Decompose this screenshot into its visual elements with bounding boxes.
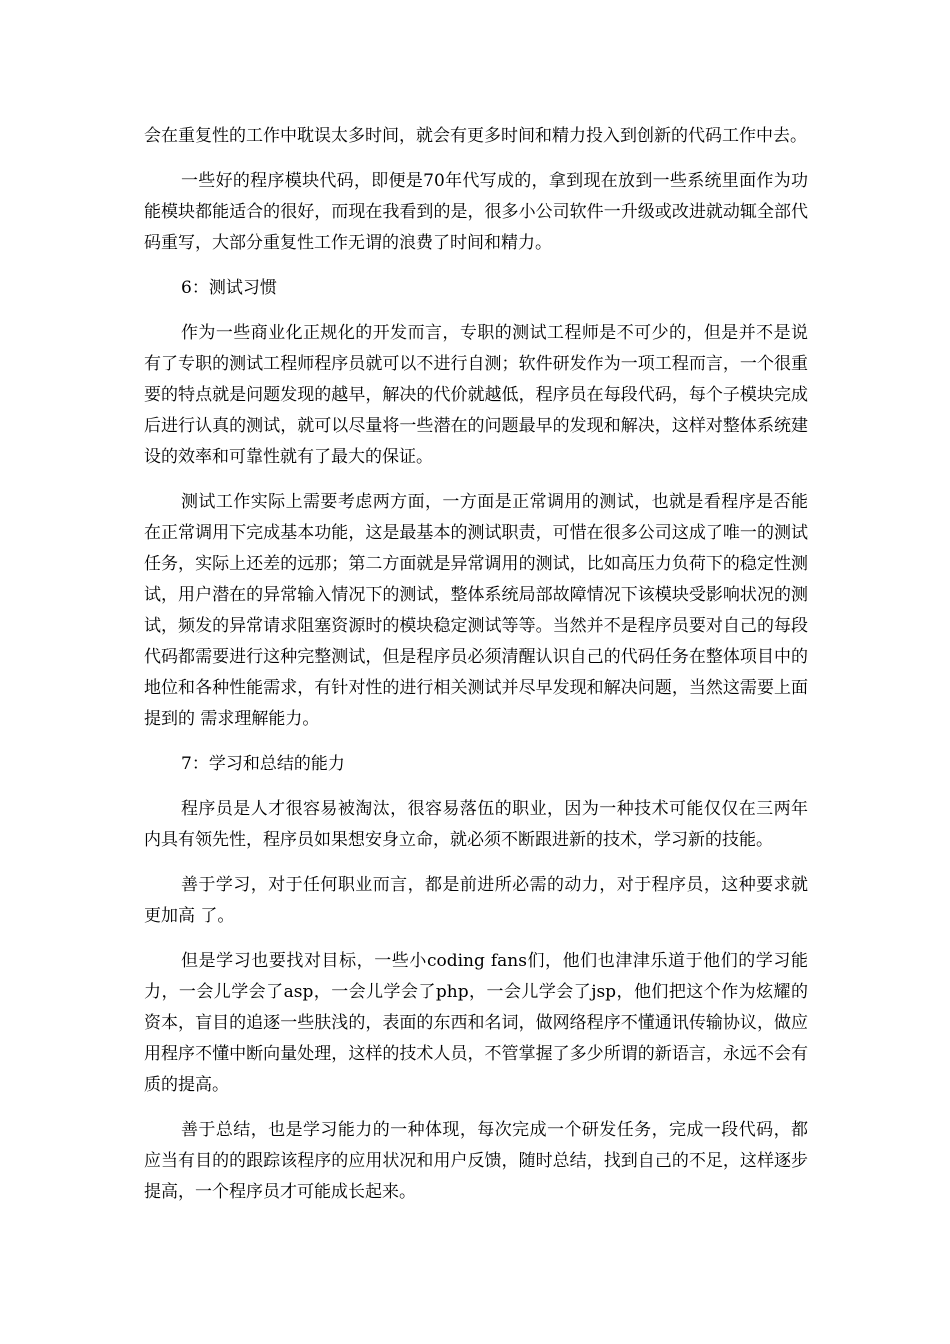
section-heading-learning: 7：学习和总结的能力 (181, 754, 345, 774)
paragraph-code-reuse: 一些好的程序模块代码，即便是70年代写成的，拿到现在放到一些系统里面作为功能模块都能适合的很好，而现在我看到的是，很多小公司软件一升级或改进就动辄全部代码重写，大部分重复性工作无谓的浪费了时间和精力。 (144, 171, 808, 253)
paragraph-learning-targets: 但是学习也要找对目标，一些小coding fans们，他们也津津乐道于他们的学习能力，一会儿学会了asp，一会儿学会了php，一会儿学会了jsp，他们把这个作为炫耀的资本，盲目的追逐一些肤浅的，表面的东西和名词，做网络程序不懂通讯传输协议，做应用程序不懂中断向量处理，这样的技术人员，不管掌握了多少所谓的新语言，永远不会有质的提高。 (144, 951, 808, 1095)
document-page (144, 121, 808, 1222)
paragraph-good-at-learning: 善于学习，对于任何职业而言，都是前进所必需的动力，对于程序员，这种要求就更加高 了。 (144, 875, 808, 926)
paragraph-continuation: 会在重复性的工作中耽误太多时间，就会有更多时间和精力投入到创新的代码工作中去。 (144, 126, 807, 146)
paragraph-programmer-career: 程序员是人才很容易被淘汰，很容易落伍的职业，因为一种技术可能仅仅在三两年内具有领先性，程序员如果想安身立命，就必须不断跟进新的技术，学习新的技能。 (144, 799, 808, 850)
paragraph-self-testing: 作为一些商业化正规化的开发而言，专职的测试工程师是不可少的，但是并不是说有了专职的测试工程师程序员就可以不进行自测；软件研发作为一项工程而言，一个很重要的特点就是问题发现的越早，解决的代价就越低，程序员在每段代码，每个子模块完成后进行认真的测试，就可以尽量将一些潜在的问题最早的发现和解决，这样对整体系统建设的效率和可靠性就有了最大的保证。 (144, 323, 808, 467)
section-heading-testing-habits: 6：测试习惯 (181, 278, 277, 298)
paragraph-good-at-summarizing: 善于总结，也是学习能力的一种体现，每次完成一个研发任务，完成一段代码，都应当有目的的跟踪该程序的应用状况和用户反馈，随时总结，找到自己的不足，这样逐步提高，一个程序员才可能成长起来。 (144, 1120, 808, 1202)
paragraph-testing-aspects: 测试工作实际上需要考虑两方面，一方面是正常调用的测试，也就是看程序是否能在正常调用下完成基本功能，这是最基本的测试职责，可惜在很多公司这成了唯一的测试任务，实际上还差的远那；第二方面就是异常调用的测试，比如高压力负荷下的稳定性测试，用户潜在的异常输入情况下的测试，整体系统局部故障情况下该模块受影响状况的测试，频发的异常请求阻塞资源时的模块稳定测试等等。当然并不是程序员要对自己的每段代码都需要进行这种完整测试，但是程序员必须清醒认识自己的代码任务在整体项目中的地位和各种性能需求，有针对性的进行相关测试并尽早发现和解决问题，当然这需要上面提到的 需求理解能力。 (144, 492, 808, 729)
